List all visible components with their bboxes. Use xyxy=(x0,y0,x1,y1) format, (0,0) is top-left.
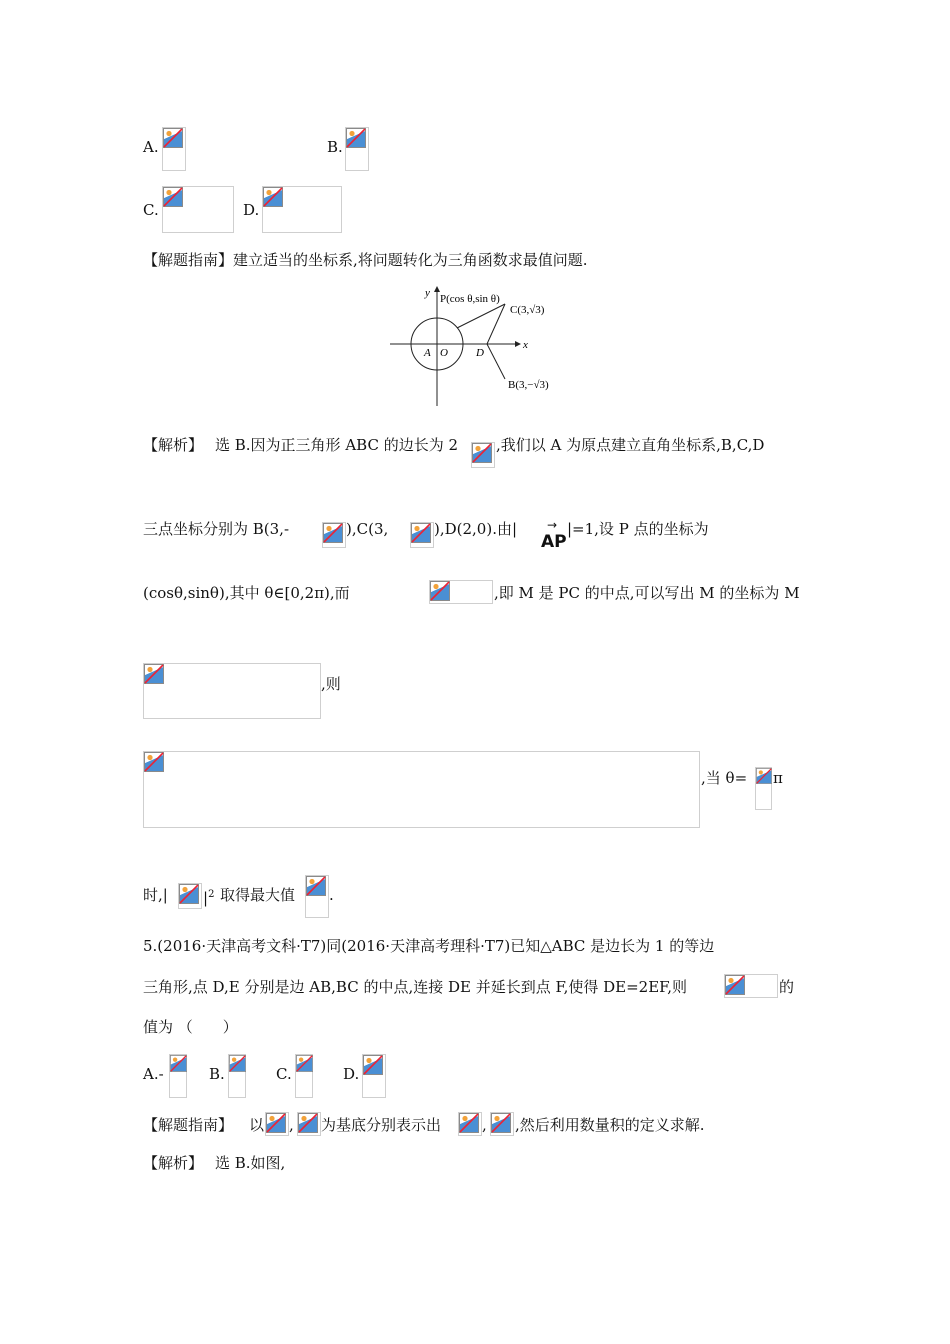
formula-image xyxy=(471,442,495,468)
option-c-image xyxy=(162,186,234,233)
broken-image-icon xyxy=(163,128,183,148)
solution-line6-b: 取得最大值 xyxy=(220,886,296,904)
broken-image-icon xyxy=(323,523,343,543)
broken-image-icon xyxy=(170,1055,187,1072)
x-axis-label: x xyxy=(523,339,528,351)
formula-image xyxy=(410,522,434,548)
guide-label: 【解题指南】 xyxy=(143,251,234,269)
y-axis-label: y xyxy=(425,287,430,299)
q4-guide xyxy=(143,250,588,270)
q5-option-c-image xyxy=(295,1054,313,1098)
point-p-label: P(cos θ,sin θ) xyxy=(440,293,500,305)
q5-guide-c: 为基底分别表示出 xyxy=(321,1116,442,1134)
broken-image-icon xyxy=(472,443,492,463)
option-b-label: B. xyxy=(327,138,343,156)
formula-image xyxy=(458,1112,482,1136)
solution-line5-b: π xyxy=(773,769,783,787)
q5-option-b-label: B. xyxy=(209,1065,225,1083)
point-o-label: O xyxy=(440,347,448,359)
broken-image-icon xyxy=(298,1113,318,1133)
solution-line2-d: |=1,设 P 点的坐标为 xyxy=(567,520,709,538)
broken-image-icon xyxy=(346,128,366,148)
q5-guide-b: , xyxy=(289,1116,294,1134)
q5-line2-a: 三角形,点 D,E 分别是边 AB,BC 的中点,连接 DE 并延长到点 F,使得 DE=2EF,则 xyxy=(143,978,687,996)
broken-image-icon xyxy=(363,1055,383,1075)
formula-image xyxy=(143,751,700,828)
vector-ap: → AP xyxy=(541,518,567,552)
q5-guide-a: 以 xyxy=(249,1116,265,1134)
q5-guide-label: 【解题指南】 xyxy=(143,1116,234,1134)
q5-solution-label: 【解析】 xyxy=(143,1154,204,1172)
formula-image xyxy=(265,1112,289,1136)
option-a-label: A. xyxy=(143,138,159,156)
solution-line2-c: ),D(2,0).由| xyxy=(434,520,518,538)
q5-option-d-image xyxy=(362,1054,386,1098)
formula-image xyxy=(724,974,778,998)
solution-line6-a: 时,| xyxy=(143,886,168,904)
broken-image-icon xyxy=(491,1113,511,1133)
formula-image xyxy=(178,883,202,909)
q5-option-b-image xyxy=(228,1054,246,1098)
broken-image-icon xyxy=(756,768,772,784)
point-c-label: C(3,√3) xyxy=(510,304,545,316)
point-b-label: B(3,−√3) xyxy=(508,379,549,391)
q5-option-d-label: D. xyxy=(343,1065,360,1083)
broken-image-icon xyxy=(263,187,283,207)
q5-line2-b: 的 xyxy=(779,978,795,996)
solution-line2-a: 三点坐标分别为 B(3,- xyxy=(143,520,290,538)
vector-ap-text: AP xyxy=(541,532,567,552)
broken-image-icon xyxy=(296,1055,313,1072)
solution-line6-c: . xyxy=(329,886,334,904)
q5-guide-e: ,然后利用数量积的定义求解. xyxy=(515,1116,705,1134)
exponent: 2 xyxy=(208,889,215,900)
broken-image-icon xyxy=(179,884,199,904)
formula-image xyxy=(490,1112,514,1136)
solution-line3-a: (cosθ,sinθ),其中 θ∈[0,2π),而 xyxy=(143,584,350,602)
point-d-label: D xyxy=(476,347,484,359)
broken-image-icon xyxy=(459,1113,479,1133)
q5-solution-text: 选 B.如图, xyxy=(215,1154,286,1172)
solution-line1-b: ,我们以 A 为原点建立直角坐标系,B,C,D xyxy=(496,436,765,454)
formula-image xyxy=(305,875,329,918)
point-a-label: A xyxy=(424,347,431,359)
formula-image xyxy=(143,663,321,719)
broken-image-icon xyxy=(306,876,326,896)
broken-image-icon xyxy=(144,752,164,772)
solution-line3-b: ,即 M 是 PC 的中点,可以写出 M 的坐标为 M xyxy=(494,584,800,602)
q5-line1: 5.(2016·天津高考文科·T7)同(2016·天津高考理科·T7)已知△ABC 是边长为 1 的等边 xyxy=(143,937,715,955)
formula-image xyxy=(322,522,346,548)
option-a-image xyxy=(162,127,186,171)
broken-image-icon xyxy=(163,187,183,207)
broken-image-icon xyxy=(430,581,450,601)
solution-line4: ,则 xyxy=(321,675,341,693)
broken-image-icon xyxy=(725,975,745,995)
solution-line5-a: ,当 θ= xyxy=(701,769,748,787)
solution-line2-b: ),C(3, xyxy=(346,520,389,538)
coordinate-figure xyxy=(385,284,575,410)
q5-line3: 值为 （ ） xyxy=(143,1018,238,1036)
formula-image xyxy=(429,580,493,604)
option-c-label: C. xyxy=(143,201,159,219)
broken-image-icon xyxy=(411,523,431,543)
q5-option-c-label: C. xyxy=(276,1065,292,1083)
q5-guide-d: , xyxy=(482,1116,487,1134)
formula-image xyxy=(297,1112,321,1136)
formula-image xyxy=(755,767,772,810)
broken-image-icon xyxy=(229,1055,246,1072)
solution-line6-bar: $|^2$ xyxy=(203,889,215,907)
broken-image-icon xyxy=(144,664,164,684)
guide-text: 建立适当的坐标系,将问题转化为三角函数求最值问题. xyxy=(233,251,588,269)
q5-option-a-label: A.- xyxy=(143,1065,164,1083)
solution-line1-a: 选 B.因为正三角形 ABC 的边长为 2 xyxy=(215,436,459,454)
solution-label: 【解析】 xyxy=(143,436,204,454)
option-d-label: D. xyxy=(243,201,260,219)
option-b-image xyxy=(345,127,369,171)
broken-image-icon xyxy=(266,1113,286,1133)
option-d-image xyxy=(262,186,342,233)
q5-option-a-image xyxy=(169,1054,187,1098)
